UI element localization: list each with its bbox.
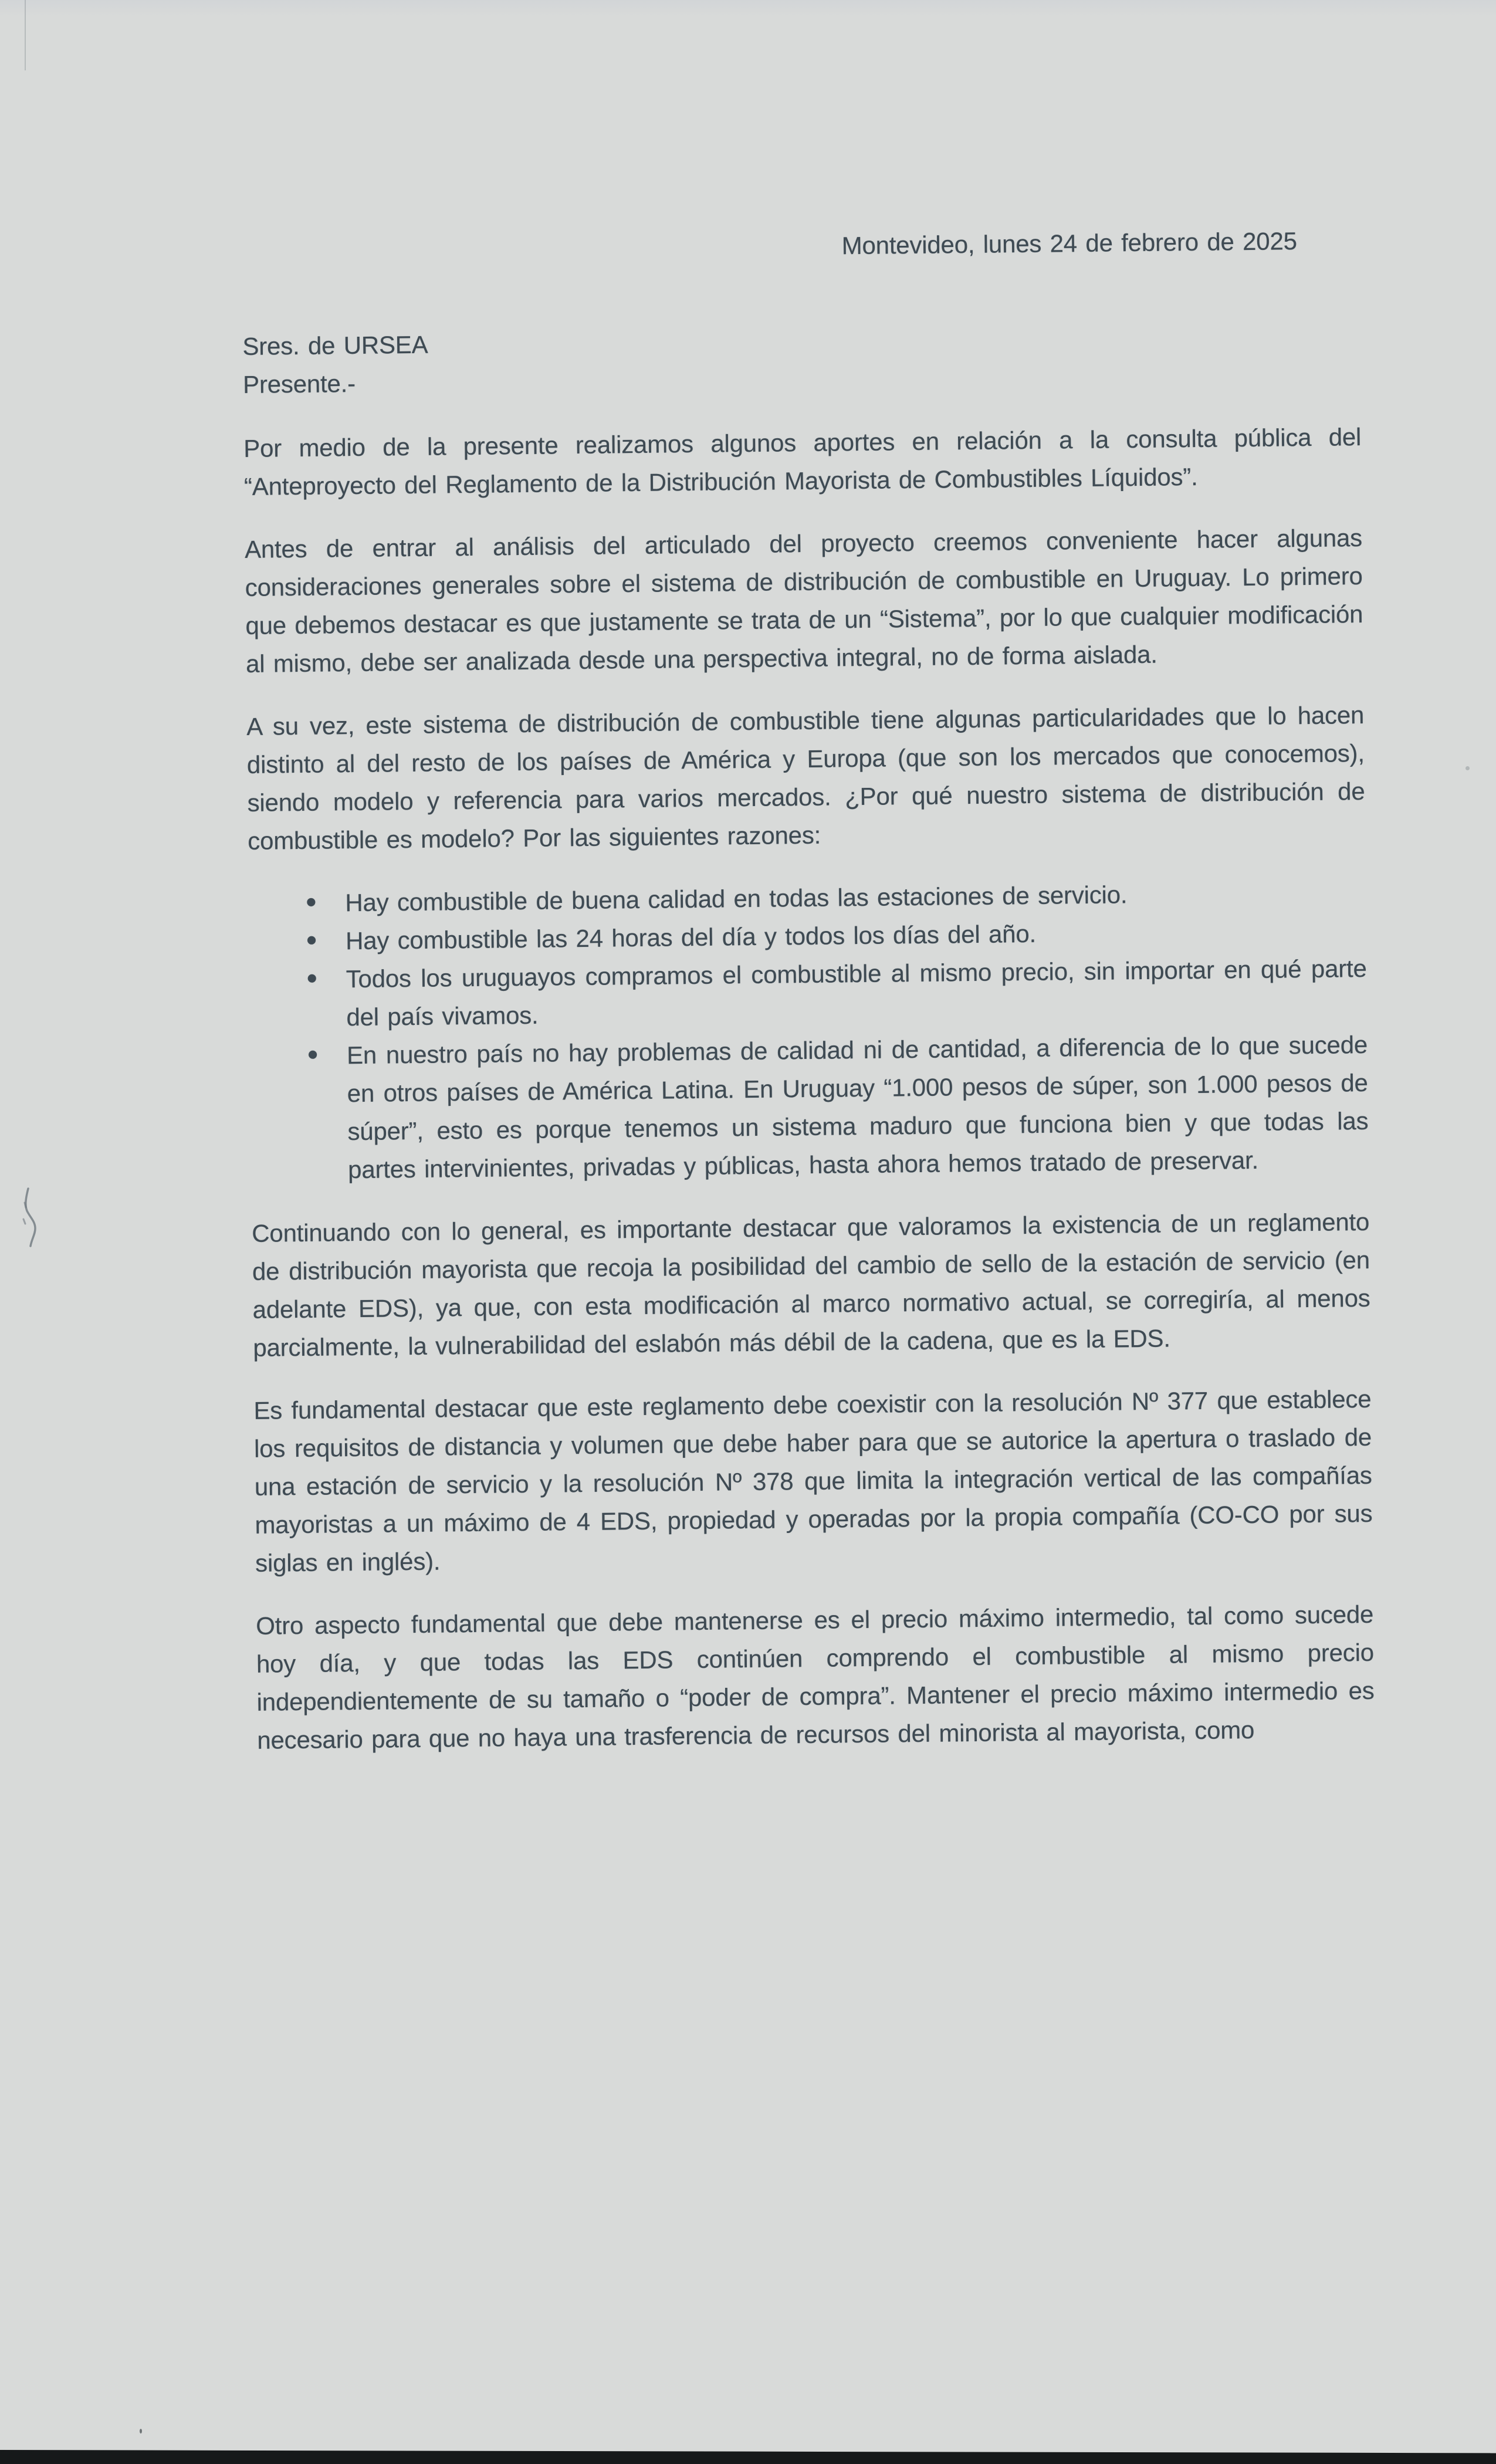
scan-scratch-artifact [18,1185,53,1250]
bullet-text: Todos los uruguayos compramos el combustible al mismo precio, sin importar en qué parte del país vivamos. [346,954,1367,1031]
scan-speck-artifact [140,2429,142,2433]
paragraph-precio-maximo: Otro aspecto fundamental que debe mantenerse es el precio máximo intermedio, tal como sucede hoy día, y que todas las EDS continúen comprendo el combustible al mismo precio independientemente de su tamaño o “poder de compra”. Mantener el precio máximo intermedio es necesario para que no haya una trasferencia de recursos del minorista al mayorista, como [256,1600,1375,1754]
paragraph-intro: Por medio de la presente realizamos algunos aportes en relación a la consulta pública del “Anteproyecto del Reglamento de la Distribución Mayorista de Combustibles Líquidos”. [243,423,1362,500]
bullet-text: En nuestro país no hay problemas de calidad ni de cantidad, a diferencia de lo que sucede en otros países de América Latina. En Uruguay “1.000 pesos de súper, son 1.000 pesos de súper”, esto es porque tenemos un sistema maduro que funciona bien y que todas las partes intervinientes, privadas y públicas, hasta ahora hemos tratado de preservar. [346,1030,1369,1184]
bullet-dot-icon [307,884,345,906]
bullet-text: Hay combustible de buena calidad en todas las estaciones de servicio. [345,881,1128,917]
recipient-block [242,316,1360,404]
paragraph-sistema: Antes de entrar al análisis del articulado del proyecto creemos conveniente hacer algunas consideraciones generales sobre el sistema de distribución de combustible en Uruguay. Lo primero que debemos destacar es que justamente se trata de un “Sistema”, por lo que cualquier modificación al mismo, debe ser analizada desde una perspectiva integral, no de forma aislada. [244,524,1363,678]
list-item [249,949,1367,1037]
bullet-dot-icon [307,922,346,945]
reasons-list [248,873,1369,1190]
paragraph-resoluciones: Es fundamental destacar que este reglamento debe coexistir con la resolución Nº 377 que establece los requisitos de distancia y volumen que debe haber para que se autorice la apertura o traslado de una estación de servicio y la resolución Nº 378 que limita la integración vertical de las compañías mayoristas a un máximo de 4 EDS, propiedad y operadas por la propia compañía (CO-CO por sus siglas en inglés). [253,1385,1373,1577]
bullet-dot-icon [307,960,346,983]
list-item [250,1025,1369,1190]
scanner-edge-bar [0,2450,1496,2464]
bullet-text: Hay combustible las 24 horas del día y todos los días del año. [345,919,1037,955]
bullet-dot-icon [309,1036,347,1059]
scan-speck-artifact [1465,766,1470,770]
paragraph-particularidades: A su vez, este sistema de distribución de combustible tiene algunas particularidades que lo hacen distinto al del resto de los países de América y Europa (que son los mercados que conocemos), siendo modelo y referencia para varios mercados. ¿Por qué nuestro sistema de distribución de combustible es modelo? Por las siguientes razones: [246,701,1365,855]
date-line: Montevideo, lunes 24 de febrero de 2025 [841,227,1297,260]
recipient-presente: Presente.- [242,369,356,398]
paragraph-continuando: Continuando con lo general, es importante destacar que valoramos la existencia de un reglamento de distribución mayorista que recoja la posibilidad del cambio de sello de la estación de servicio (en adelante EDS), ya que, con esta modificación al marco normativo actual, se corregiría, al menos parcialmente, la vulnerabilidad del eslabón más débil de la cadena, que es la EDS. [252,1207,1370,1362]
recipient-name: Sres. de URSEA [242,330,428,360]
